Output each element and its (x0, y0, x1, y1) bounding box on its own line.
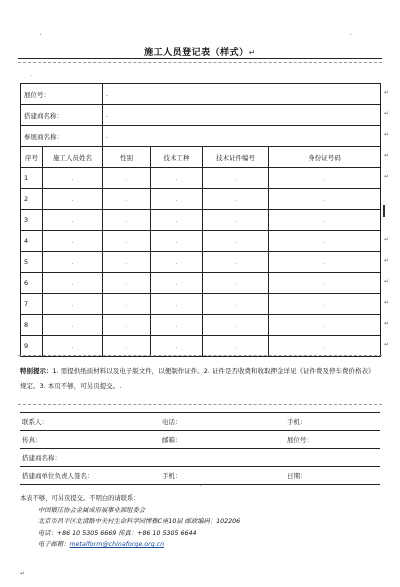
table-row (21, 252, 381, 273)
data-cell[interactable]: . (269, 168, 381, 189)
data-cell[interactable]: . (269, 210, 381, 231)
data-cell[interactable]: . (203, 231, 269, 252)
data-cell[interactable]: . (43, 210, 103, 231)
data-cell[interactable]: . (203, 294, 269, 315)
row-end-mark: ↵ (384, 152, 390, 159)
margin-guide (18, 62, 382, 63)
data-cell[interactable]: . (103, 315, 151, 336)
data-cell[interactable]: . (269, 294, 381, 315)
data-cell[interactable]: . (151, 315, 203, 336)
info-value-cell[interactable]: . (103, 84, 381, 105)
format-mark: . (30, 71, 32, 78)
info-label: 参展商名称： (21, 126, 103, 147)
special-notice (20, 364, 380, 394)
row-end-mark: ↵ (384, 341, 390, 348)
data-cell[interactable]: . (203, 315, 269, 336)
booth-number-field[interactable]: 展位号： (285, 431, 380, 449)
title-rule (18, 58, 382, 59)
contact-row (20, 413, 380, 431)
data-cell[interactable]: . (103, 168, 151, 189)
data-cell[interactable]: . (103, 336, 151, 357)
registration-table (20, 83, 381, 357)
data-cell[interactable]: . (43, 336, 103, 357)
column-header: 身份证号码 (269, 147, 381, 168)
footer-address: 北京市昌平区北清路中关村生命科学园博雅C座10层 邮政编码：102206 (38, 518, 241, 525)
data-cell[interactable]: . (269, 189, 381, 210)
signer-mobile-field[interactable]: 手机： (160, 467, 285, 485)
table-row (21, 210, 381, 231)
margin-guide (18, 355, 382, 356)
contact-row (20, 431, 380, 449)
row-end-mark: ↵ (384, 257, 390, 264)
table-row (21, 189, 381, 210)
contact-footer (20, 493, 380, 551)
data-cell[interactable]: . (151, 210, 203, 231)
data-cell[interactable]: . (151, 231, 203, 252)
data-cell[interactable]: . (203, 252, 269, 273)
row-number: 4 (21, 231, 43, 252)
paragraph-mark: ↵ (20, 570, 26, 577)
margin-guide (18, 404, 382, 405)
row-number: 2 (21, 189, 43, 210)
contact-table (20, 412, 380, 485)
data-cell[interactable]: . (103, 252, 151, 273)
data-cell[interactable]: . (103, 210, 151, 231)
row-number: 6 (21, 273, 43, 294)
row-number: 3 (21, 210, 43, 231)
info-row (21, 84, 381, 105)
column-header: 技术证件编号 (203, 147, 269, 168)
table-header-row (21, 147, 381, 168)
data-cell[interactable]: . (43, 231, 103, 252)
footer-email-link[interactable]: metalform@chinaforge.org.cn (69, 541, 165, 548)
data-cell[interactable]: . (203, 168, 269, 189)
data-cell[interactable]: . (43, 189, 103, 210)
data-cell[interactable]: . (43, 252, 103, 273)
data-cell[interactable]: . (151, 273, 203, 294)
data-cell[interactable]: . (151, 168, 203, 189)
data-cell[interactable]: . (269, 273, 381, 294)
row-end-mark: ↵ (384, 89, 390, 96)
data-cell[interactable]: . (269, 336, 381, 357)
info-value-cell[interactable]: . (103, 105, 381, 126)
contact-row (20, 467, 380, 485)
row-end-mark: ↵ (384, 173, 390, 180)
data-cell[interactable]: . (269, 231, 381, 252)
contact-person-field[interactable]: 联系人： (20, 413, 160, 431)
footer-organization: 中国锻压协会金属成形展事业部组委会 (38, 506, 146, 514)
info-label: 搭建商名称： (21, 105, 103, 126)
data-cell[interactable]: . (151, 336, 203, 357)
table-row (21, 336, 381, 357)
data-cell[interactable]: . (269, 252, 381, 273)
builder-name-field[interactable]: 搭建商名称： (20, 449, 160, 467)
data-cell[interactable]: . (269, 315, 381, 336)
page-title-text: 施工人员登记表（样式） (144, 48, 249, 58)
notice-text: 1. 需提供纸质材料以及电子版文件，以便制作证件。2. 证件是否收费和收取押金详见《证件费及停车费价格表》规定。3. 本页不够，可另页提交。. (20, 367, 375, 390)
row-end-mark: ↵ (384, 131, 390, 138)
info-row (21, 126, 381, 147)
format-mark: ' (200, 484, 202, 491)
info-value-cell[interactable]: . (103, 126, 381, 147)
format-mark: ' (350, 33, 352, 40)
info-row (21, 105, 381, 126)
email-field[interactable]: 邮箱： (160, 431, 285, 449)
table-row (21, 273, 381, 294)
row-number: 5 (21, 252, 43, 273)
phone-field[interactable]: 电话： (160, 413, 285, 431)
data-cell[interactable]: . (43, 168, 103, 189)
contact-row (20, 449, 380, 467)
column-header: 性别 (103, 147, 151, 168)
fax-field[interactable]: 传真： (20, 431, 160, 449)
data-cell[interactable]: . (103, 294, 151, 315)
page-title (0, 45, 400, 58)
data-cell[interactable]: . (43, 294, 103, 315)
table-row (21, 231, 381, 252)
column-header: 施工人员姓名 (43, 147, 103, 168)
info-label: 展位号： (21, 84, 103, 105)
data-cell[interactable]: . (43, 273, 103, 294)
row-end-mark: ↵ (384, 110, 390, 117)
row-number: 8 (21, 315, 43, 336)
table-row (21, 294, 381, 315)
column-header: 技术工种 (151, 147, 203, 168)
column-header: 序号 (21, 147, 43, 168)
data-cell[interactable]: . (203, 273, 269, 294)
data-cell[interactable]: . (103, 231, 151, 252)
footer-email-label: 电子邮箱： (38, 541, 70, 548)
empty-cell (285, 449, 380, 467)
footer-intro: 本表不够，可另页提交。不明白的请联系： (20, 495, 140, 502)
data-cell[interactable]: . (203, 210, 269, 231)
row-end-mark: ↵ (384, 236, 390, 243)
footer-phone-fax: 电话：+86 10 5305 6669 传真：+86 10 5305 6644 (38, 529, 197, 537)
data-cell[interactable]: . (103, 189, 151, 210)
row-number: 7 (21, 294, 43, 315)
format-mark: ' (40, 33, 42, 40)
table-row (21, 315, 381, 336)
row-end-mark: ↵ (384, 299, 390, 306)
empty-cell (160, 449, 285, 467)
row-end-mark: ↵ (384, 320, 390, 327)
mobile-field[interactable]: 手机： (285, 413, 380, 431)
row-number: 1 (21, 168, 43, 189)
signature-field[interactable]: 搭建商单位负责人签名： (20, 467, 160, 485)
row-number: 9 (21, 336, 43, 357)
text-cursor (383, 205, 385, 217)
data-cell[interactable]: . (151, 294, 203, 315)
date-field[interactable]: 日期： (285, 467, 380, 485)
footer-email-line (20, 539, 380, 551)
row-end-mark: ↵ (384, 278, 390, 285)
paragraph-mark: ↵ (248, 48, 256, 57)
data-cell[interactable]: . (203, 189, 269, 210)
data-cell[interactable]: . (203, 336, 269, 357)
data-cell[interactable]: . (151, 252, 203, 273)
data-cell[interactable]: . (43, 315, 103, 336)
table-row (21, 168, 381, 189)
data-cell[interactable]: . (151, 189, 203, 210)
data-cell[interactable]: . (103, 273, 151, 294)
notice-label: 特别提示： (20, 367, 53, 375)
